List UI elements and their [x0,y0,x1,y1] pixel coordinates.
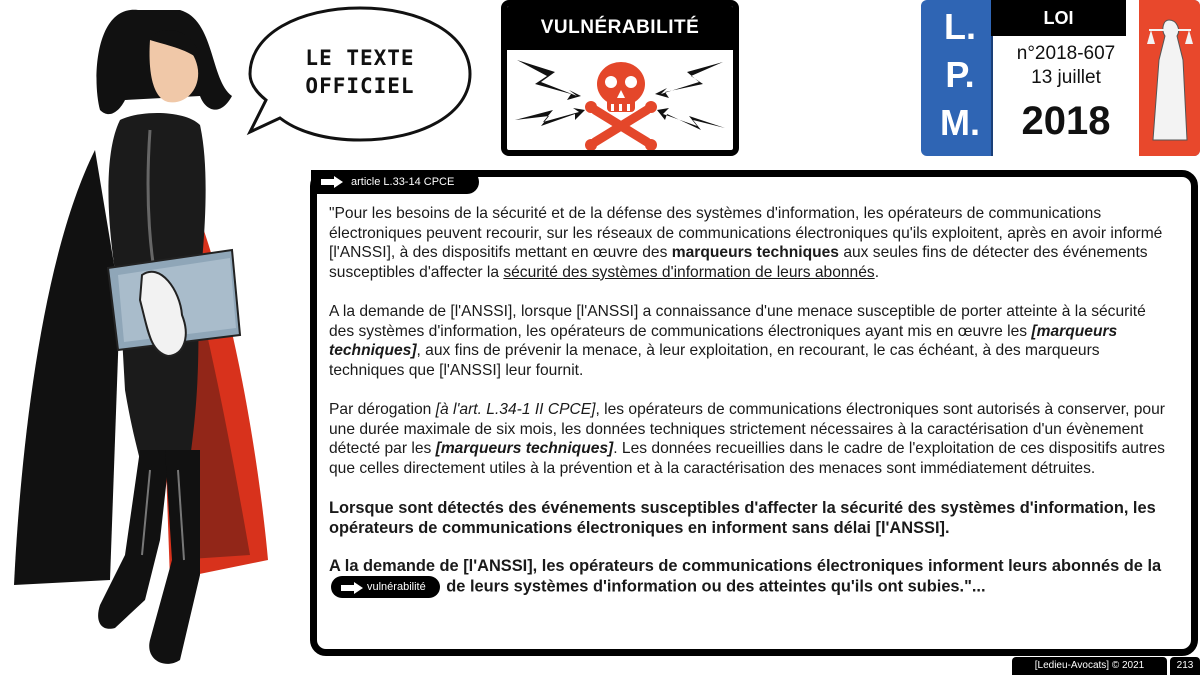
lpm-law-year: 2018 [1021,99,1111,143]
lpm-letter-m: M. [940,102,980,143]
paragraph-4: Lorsque sont détectés des événements susceptibles d'affecter la sécurité des systèmes d'information, les opérateurs de communications électroniques en informent sans délai [l'ANSSI]. [329,498,1156,538]
p1-text-e: . [874,263,880,281]
lpm-law-badge [921,0,1200,156]
paragraph-1 [329,204,1169,282]
paragraph-2 [329,302,1169,380]
p3-text-a: Par dérogation [329,400,436,418]
paragraph-5 [329,556,1169,598]
vulnerability-title: VULNÉRABILITÉ [507,6,733,50]
paragraph-3 [329,400,1169,478]
arrow-right-icon [321,176,343,188]
vulnerability-inline-tag [331,576,440,598]
arrow-right-icon [341,582,363,594]
lpm-law-label: LOI [991,0,1126,36]
p2-text-c: , aux fins de prévenir la menace, à leur exploitation, en recourant, le cas échéant, à des marqueurs techniques que [l'ANSSI] leur fournit. [329,342,1100,379]
lpm-letter-p: P. [945,54,975,95]
lpm-law-number: n°2018-607 [1016,43,1116,64]
p1-bold-term: marqueurs techniques [671,244,839,262]
p1-text-a: "Pour les besoins de la sécurité et de la défense des systèmes d'information, les opérateurs de communications électroniques peuvent recourir, sur les réseaux de communications électroniques qu'ils exploitent, après en avoir informé [l'ANSSI], à des dispositifs mettant en œuvre des [329,205,1163,262]
p3-text-e: . Les données recueillies dans le cadre de l'exploitation de ces dispositifs autres que celles directement utiles à la prévention et à la caractérisation des menaces sont immédiatement détruites. [329,440,1165,477]
p2-text-a: A la demande de [l'ANSSI], lorsque [l'ANSSI] a connaissance d'une menace susceptible de porter atteinte à la sécurité des systèmes d'information, les opérateurs de communications électroniques ayant mis en œuvre les [329,302,1146,340]
p5-text-a: A la demande de [l'ANSSI], les opérateurs de communications électroniques informent leurs abonnés de la [329,556,1162,575]
bubble-line-2: OFFICIEL [305,74,415,98]
p5-text-c: de leurs systèmes d'information ou des atteintes qu'ils ont subies."... [441,577,986,596]
article-reference-tag [311,170,479,194]
vulnerability-tag-label: vulnérabilité [367,581,426,594]
p1-underlined-term: sécurité des systèmes d'information de leurs abonnés [503,263,875,281]
p2-bold-term: [marqueurs techniques] [329,322,1118,360]
article-reference-label: article L.33-14 CPCE [351,176,455,188]
p3-text-c: , les opérateurs de communications électroniques sont autorisés à conserver, pour une durée maximale de six mois, les données techniques strictement nécessaires à la caractérisation d'un évènement détecté par les [329,400,1165,458]
lpm-law-date: 13 juillet [1031,67,1101,88]
skull-crossbones-icon [507,50,733,150]
p1-text-c: aux seules fins de détecter des événements susceptibles d'affecter la [329,244,1148,281]
lpm-letter-l: L. [944,6,976,47]
marianne-flag-image [1139,0,1200,156]
character-illustration [0,0,280,675]
copyright-label: [Ledieu-Avocats] © 2021 [1012,657,1167,675]
marianne-statue-icon [1139,0,1200,156]
speech-bubble-text [246,44,474,100]
article-content [329,204,1169,615]
p3-bold-term: [marqueurs techniques] [435,440,614,458]
page-number: 213 [1170,657,1200,675]
bubble-line-1: LE TEXTE [305,46,415,70]
p3-italic-reference: [à l'art. L.34-1 II CPCE] [435,400,596,418]
vulnerability-panel [501,0,739,156]
